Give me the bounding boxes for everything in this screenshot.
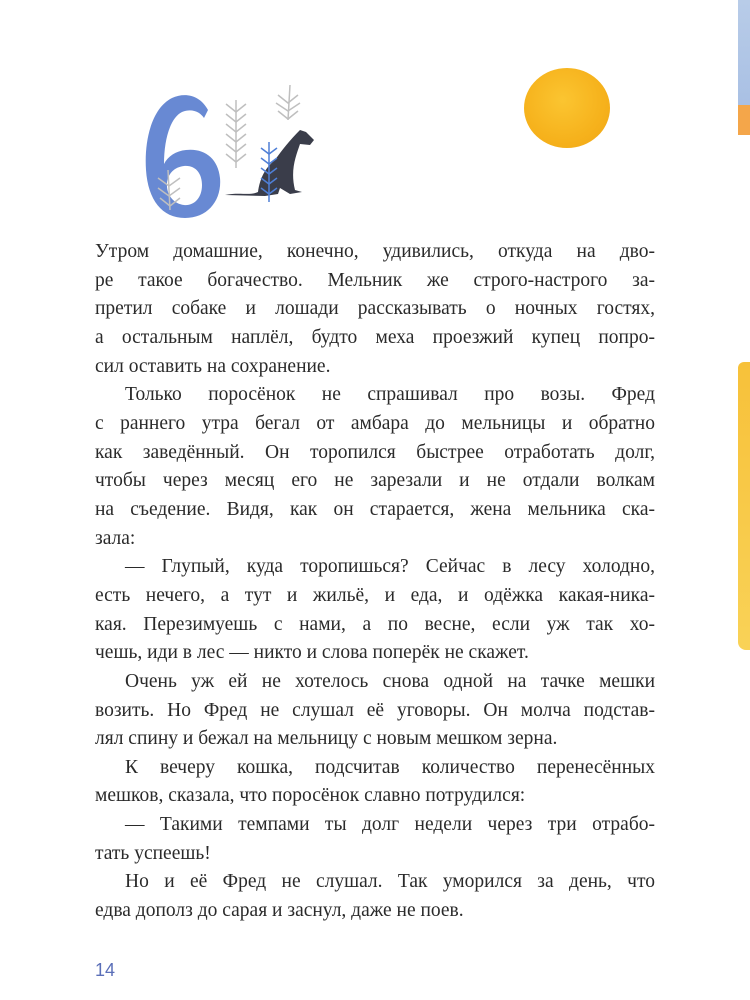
text-line: как заведённый. Он торопился быстрее отработать долг, [95,441,655,463]
text-line: лял спину и бежал на мельницу с новым мешком зерна. [95,728,558,750]
text-line: чешь, иди в лес — никто и слова поперёк не скажет. [95,642,529,664]
text-line: тать успеешь! [95,842,211,864]
text-line: чтобы через месяц его не зарезали и не отдали волкам [95,470,655,492]
adjacent-page-yellow-edge [738,362,750,650]
text-line: — Такими темпами ты долг недели через три отрабо- [125,814,655,836]
text-line: едва дополз до сарая и заснул, даже не поев. [95,900,464,922]
adjacent-page-orange-edge [738,105,750,135]
text-line: возить. Но Фред не слушал её уговоры. Он молча подстав- [95,699,655,721]
text-line: ре такое богачество. Мельник же строго-настрого за- [95,269,655,291]
text-line: есть нечего, а тут и жильё, и еда, и одёжка какая-ника- [95,584,655,606]
text-line: Очень уж ей не хотелось снова одной на тачке мешки [125,670,655,692]
sun-illustration [524,68,610,148]
adjacent-page-blue-edge [738,0,750,105]
text-line: — Глупый, куда торопишься? Сейчас в лесу холодно, [125,556,655,578]
text-line: кая. Перезимуешь с нами, а по весне, если уж так хо- [95,613,655,635]
text-line: а остальным наплёл, будто меха проезжий купец попро- [95,326,655,348]
text-line: мешков, сказала, что поросёнок славно потрудился: [95,785,526,807]
text-line: с раннего утра бегал от амбара до мельницы и обратно [95,412,655,434]
chapter-illustration [130,70,330,230]
text-line: зала: [95,527,136,549]
text-line: претил собаке и лошади рассказывать о ночных гостях, [95,298,655,320]
body-text [95,238,655,926]
text-line: сил оставить на сохранение. [95,355,331,377]
text-line: К вечеру кошка, подсчитав количество перенесённых [125,756,655,778]
text-line: Только поросёнок не спрашивал про возы. Фред [125,384,655,406]
text-line: Утром домашние, конечно, удивились, откуда на дво- [95,241,655,262]
chapter-number-six [146,95,220,218]
text-line: на съедение. Видя, как он старается, жена мельника ска- [95,498,655,520]
page-number: 14 [95,960,116,980]
text-line: Но и её Фред не слушал. Так уморился за день, что [125,871,655,893]
